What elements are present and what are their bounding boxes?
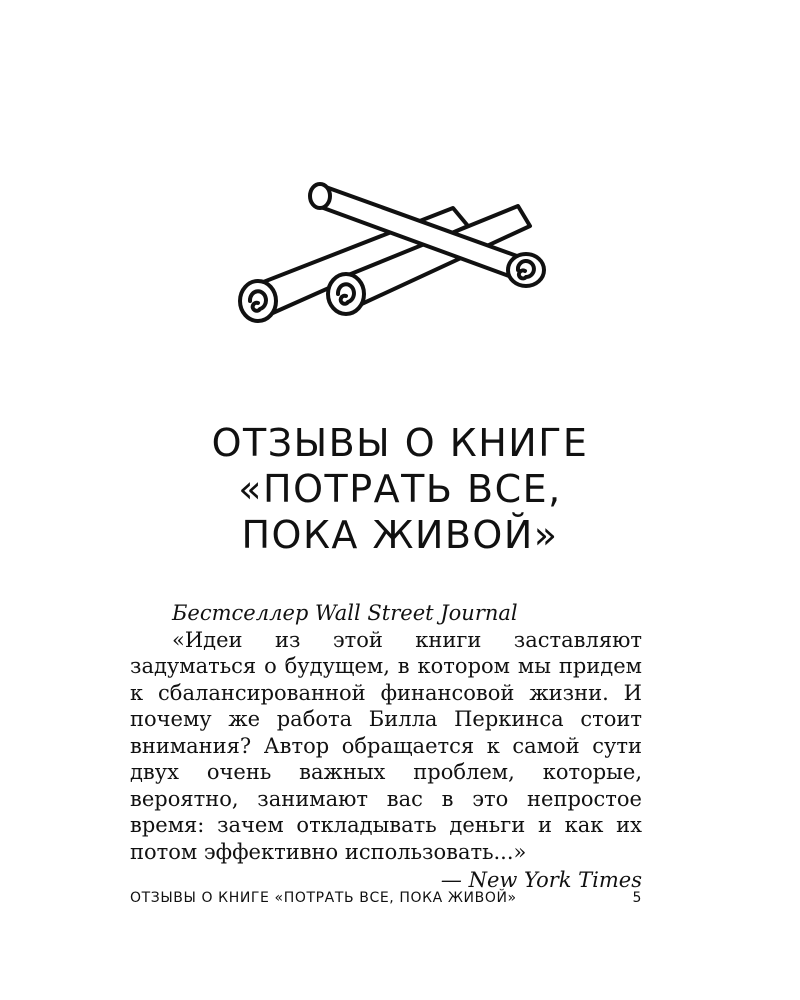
title-line-1: ОТЗЫВЫ О КНИГЕ: [211, 421, 589, 465]
review-source-label: Бестселлер Wall Street Journal: [172, 601, 518, 625]
title-line-2: «ПОТРАТЬ ВСЕ,: [238, 467, 562, 511]
page-number: 5: [632, 890, 642, 906]
review-attribution: — New York Times: [440, 868, 642, 892]
review-block: [130, 600, 642, 894]
page-title: [100, 420, 700, 558]
review-quote: «Идеи из этой книги заставляют задуматься о будущем, в котором мы придем к сбалансированной финансовой жизни. И почему же работа Билла Перкинса стоит внимания? Автор обращается к самой сути двух очень важных проблем, которые, вероятно, занимают вас в это непростое время: зачем откладывать деньги и как их потом эффективно использовать...»: [130, 627, 642, 864]
cinnamon-sticks-icon: [228, 168, 568, 328]
title-line-3: ПОКА ЖИВОЙ»: [241, 513, 559, 557]
page-footer: [130, 890, 642, 906]
running-title: ОТЗЫВЫ О КНИГЕ «ПОТРАТЬ ВСЕ, ПОКА ЖИВОЙ»: [130, 890, 517, 906]
